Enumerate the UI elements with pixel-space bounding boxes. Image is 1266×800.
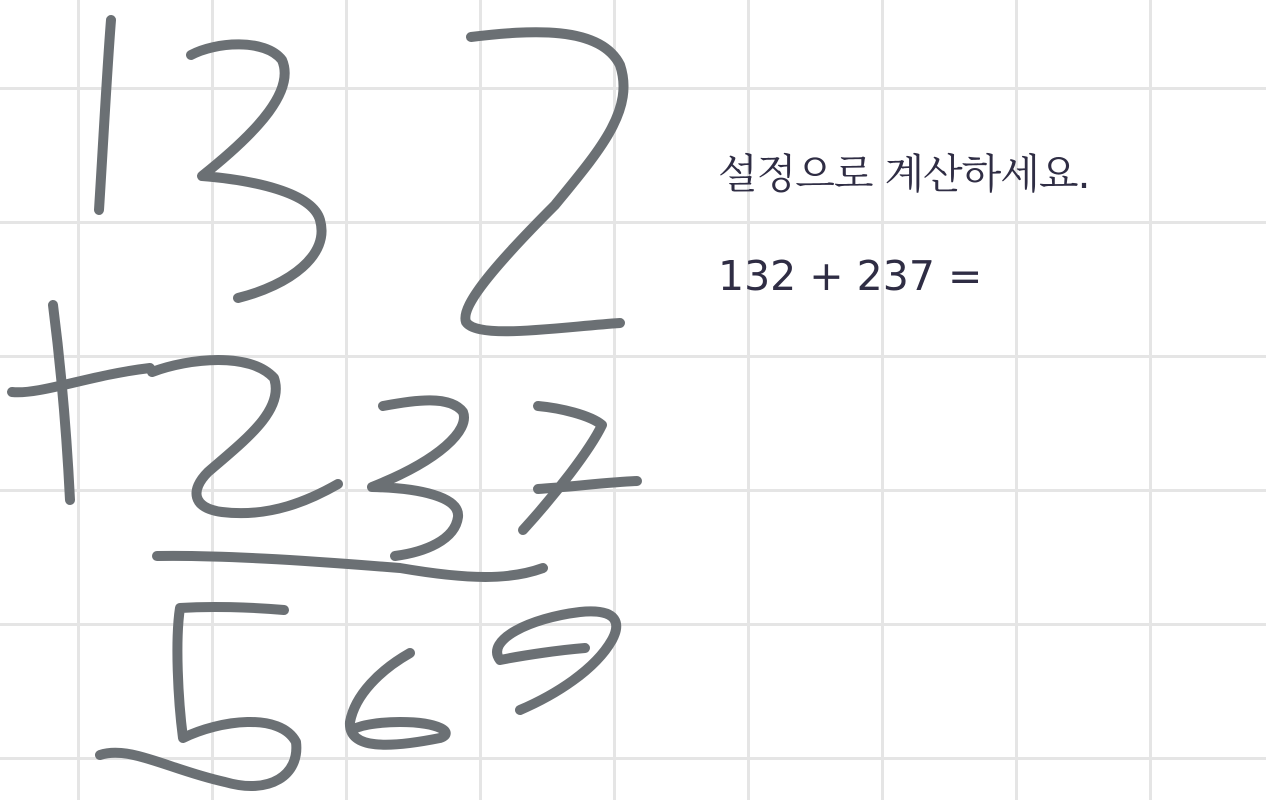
digit-7-cross-stroke [538,481,637,489]
digit-2-second-stroke [152,360,338,513]
instruction-prompt: 설정으로 계산하세요. [718,150,1090,198]
handwritten-operator [12,305,150,500]
digit-5-stroke [100,607,296,786]
handwritten-work [12,20,637,786]
digit-9-stroke [497,611,616,710]
digit-2-stroke [465,32,623,331]
digit-1-stroke [99,20,111,210]
math-expression: 132 + 237 = [718,252,983,300]
digit-6-stroke [350,653,446,745]
sum-underline [157,556,543,577]
digit-3-stroke [191,44,322,298]
handwritten-first-addend [99,20,624,331]
plus-horizontal-stroke [12,368,150,392]
plus-vertical-stroke [53,305,70,500]
handwritten-answer [100,607,616,786]
digit-7-stroke [523,406,602,530]
digit-3-second-stroke [372,400,464,556]
handwritten-second-addend [152,360,637,556]
